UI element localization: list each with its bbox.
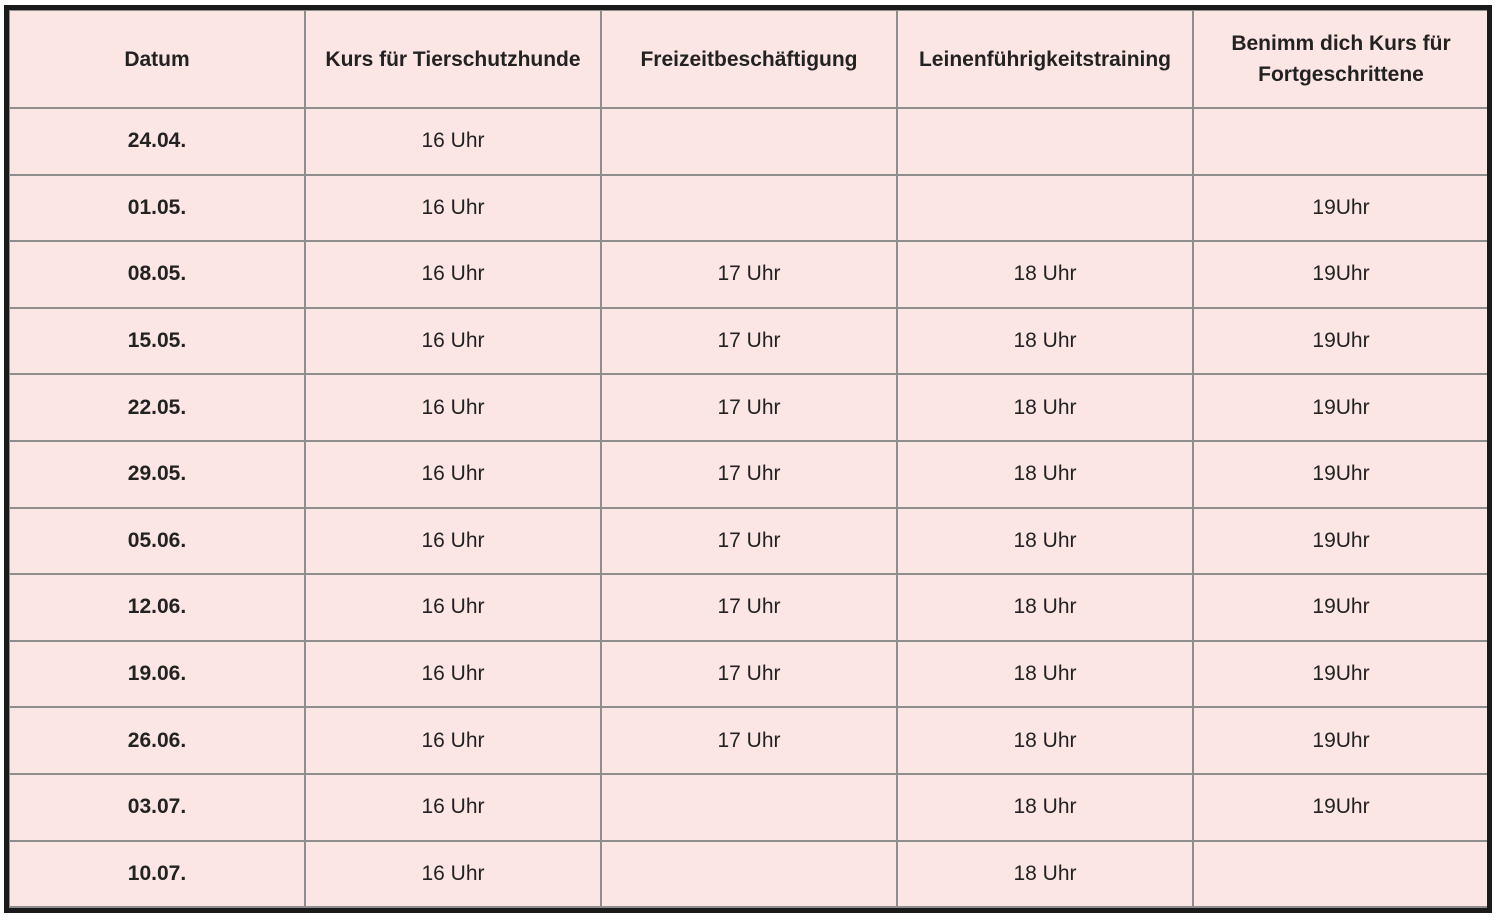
table-row xyxy=(9,574,1489,641)
time-cell: 16 Uhr xyxy=(305,508,601,575)
time-cell: 18 Uhr xyxy=(897,707,1193,774)
time-cell xyxy=(601,841,897,908)
time-cell: 16 Uhr xyxy=(305,774,601,841)
table-row xyxy=(9,441,1489,508)
time-cell: 17 Uhr xyxy=(601,308,897,375)
time-cell: 19Uhr xyxy=(1193,641,1489,708)
time-cell: 19Uhr xyxy=(1193,707,1489,774)
table-row xyxy=(9,175,1489,242)
date-cell: 10.07. xyxy=(9,841,305,908)
time-cell: 16 Uhr xyxy=(305,241,601,308)
time-cell xyxy=(601,774,897,841)
date-cell: 19.06. xyxy=(9,641,305,708)
time-cell: 19Uhr xyxy=(1193,175,1489,242)
table-row xyxy=(9,841,1489,908)
time-cell xyxy=(1193,108,1489,175)
time-cell: 19Uhr xyxy=(1193,574,1489,641)
time-cell: 18 Uhr xyxy=(897,374,1193,441)
time-cell: 18 Uhr xyxy=(897,641,1193,708)
time-cell: 19Uhr xyxy=(1193,774,1489,841)
table-row xyxy=(9,374,1489,441)
time-cell: 19Uhr xyxy=(1193,374,1489,441)
time-cell xyxy=(601,108,897,175)
time-cell: 19Uhr xyxy=(1193,308,1489,375)
header-cell-leisure-activity: Freizeitbeschäftigung xyxy=(601,10,897,108)
date-cell: 08.05. xyxy=(9,241,305,308)
time-cell: 16 Uhr xyxy=(305,574,601,641)
schedule-table xyxy=(8,9,1490,908)
date-cell: 05.06. xyxy=(9,508,305,575)
date-cell: 24.04. xyxy=(9,108,305,175)
time-cell: 16 Uhr xyxy=(305,441,601,508)
time-cell: 18 Uhr xyxy=(897,508,1193,575)
table-row xyxy=(9,641,1489,708)
time-cell xyxy=(897,108,1193,175)
time-cell: 16 Uhr xyxy=(305,707,601,774)
table-row xyxy=(9,774,1489,841)
time-cell: 18 Uhr xyxy=(897,841,1193,908)
schedule-frame xyxy=(4,5,1492,913)
date-cell: 15.05. xyxy=(9,308,305,375)
time-cell: 16 Uhr xyxy=(305,175,601,242)
time-cell: 17 Uhr xyxy=(601,641,897,708)
table-row xyxy=(9,508,1489,575)
time-cell: 16 Uhr xyxy=(305,841,601,908)
table-row xyxy=(9,241,1489,308)
time-cell: 18 Uhr xyxy=(897,574,1193,641)
header-cell-date: Datum xyxy=(9,10,305,108)
header-cell-shelter-dog-course: Kurs für Tierschutzhunde xyxy=(305,10,601,108)
time-cell: 19Uhr xyxy=(1193,441,1489,508)
time-cell: 17 Uhr xyxy=(601,441,897,508)
header-cell-advanced-manners-course: Benimm dich Kurs für Fortgeschrittene xyxy=(1193,10,1489,108)
time-cell: 18 Uhr xyxy=(897,774,1193,841)
time-cell: 19Uhr xyxy=(1193,241,1489,308)
date-cell: 26.06. xyxy=(9,707,305,774)
time-cell: 17 Uhr xyxy=(601,241,897,308)
date-cell: 29.05. xyxy=(9,441,305,508)
time-cell xyxy=(1193,841,1489,908)
time-cell: 17 Uhr xyxy=(601,574,897,641)
table-row xyxy=(9,308,1489,375)
time-cell: 16 Uhr xyxy=(305,374,601,441)
time-cell: 16 Uhr xyxy=(305,641,601,708)
time-cell: 16 Uhr xyxy=(305,308,601,375)
header-cell-leash-training: Leinenführigkeitstraining xyxy=(897,10,1193,108)
time-cell: 17 Uhr xyxy=(601,707,897,774)
header-row xyxy=(9,10,1489,108)
time-cell: 18 Uhr xyxy=(897,308,1193,375)
time-cell: 18 Uhr xyxy=(897,441,1193,508)
time-cell xyxy=(601,175,897,242)
date-cell: 03.07. xyxy=(9,774,305,841)
time-cell xyxy=(897,175,1193,242)
time-cell: 16 Uhr xyxy=(305,108,601,175)
time-cell: 19Uhr xyxy=(1193,508,1489,575)
time-cell: 17 Uhr xyxy=(601,374,897,441)
table-row xyxy=(9,108,1489,175)
date-cell: 12.06. xyxy=(9,574,305,641)
time-cell: 17 Uhr xyxy=(601,508,897,575)
time-cell: 18 Uhr xyxy=(897,241,1193,308)
date-cell: 22.05. xyxy=(9,374,305,441)
date-cell: 01.05. xyxy=(9,175,305,242)
table-row xyxy=(9,707,1489,774)
